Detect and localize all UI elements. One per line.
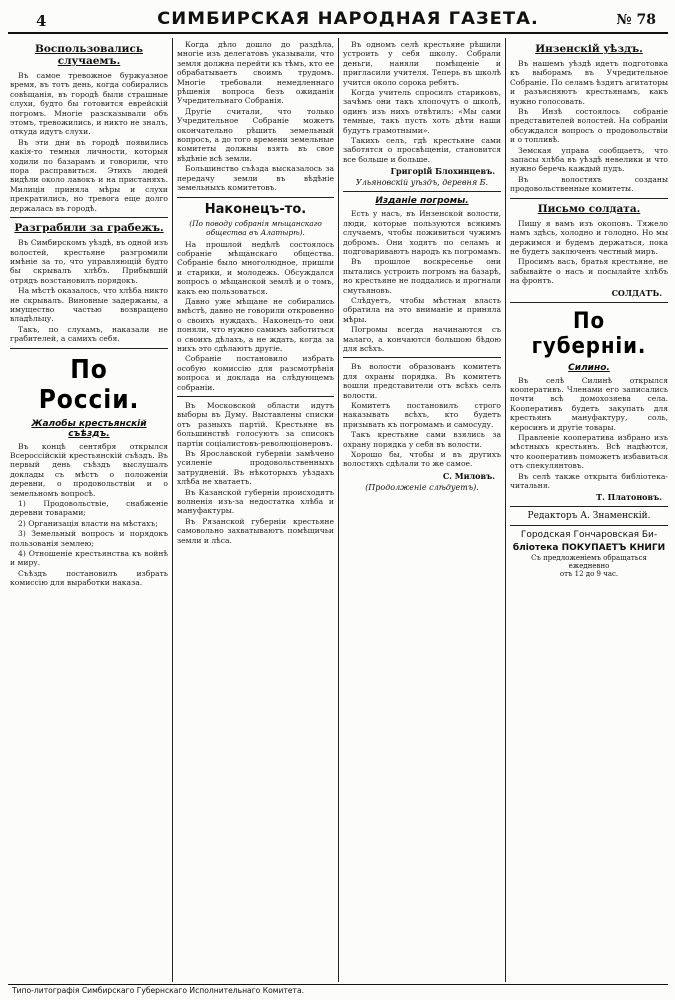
- printer-footer: [8, 984, 668, 996]
- article-title: Наконецъ-то.: [204, 201, 307, 217]
- paragraph: Просимъ васъ, братья крестьяне, не забывайте о насъ и посылайте хлѣбъ на фронтъ.: [510, 257, 668, 286]
- continuation-note: (Продолженіе слѣдуетъ).: [365, 482, 479, 492]
- paragraph: Въ нашемъ уѣздѣ идетъ подготовка къ выборамъ въ Учредительное Собраніе. По селамъ ѣздятъ агитаторы и разъясняютъ крестьянамъ, какъ нужно голосовать.: [510, 59, 668, 106]
- paragraph: Въ Московской области идутъ выборы въ Думу. Выставлены списки отъ разныхъ партій. Крестьяне въ большинствѣ голосуютъ за списокъ партіи соціалистовъ-революціонеровъ.: [177, 401, 334, 448]
- paragraph: Собраніе постановило избрать особую комиссію для разсмотрѣнія вопроса и доклада на слѣдующемъ собраніи.: [177, 354, 334, 392]
- printer-imprint: Типо-литографія Симбирскаго Губернскаго Исполнительнаго Комитета.: [12, 986, 305, 995]
- column-2: [177, 40, 334, 980]
- paragraph: На мѣстѣ оказалось, что хлѣба никто не скрывалъ. Виновные задержаны, а имущество частью возвращено владѣльцу.: [10, 286, 168, 324]
- author-signature: Григорій Блохинцевъ.: [390, 166, 495, 177]
- paragraph: Въ Ярославской губерніи замѣчено усиленіе продовольственныхъ затрудненій. Въ нѣкоторыхъ уѣздахъ хлѣба не хватаетъ.: [177, 449, 334, 487]
- article-body: [510, 219, 668, 286]
- library-ad-line: отъ 12 до 9 час.: [559, 570, 619, 579]
- paragraph: 4) Отношеніе крестьянства къ войнѣ и миру.: [10, 549, 168, 568]
- divider: [10, 217, 168, 218]
- divider: [510, 506, 668, 507]
- paragraph: Въ прошлое воскресенье они пытались устроить погромъ на базарѣ, но крестьяне не поддались и прогнали смутьяновъ.: [343, 257, 501, 295]
- paragraph: Хорошо бы, чтобы и въ другихъ волостяхъ сдѣлали то же самое.: [343, 450, 501, 469]
- column-divider: [505, 38, 506, 982]
- paragraph: Есть у насъ, въ Инзенской волости, люди, которые пользуются всякимъ случаемъ, чтобы поживиться чужимъ добромъ. Они ходятъ по селамъ и подговариваютъ народъ къ погромамъ.: [343, 209, 501, 256]
- article-title: Изданіе погромы.: [375, 196, 469, 207]
- paragraph: Въ селѣ Силинѣ открылся кооперативъ. Членами его записались почти всѣ домохозяева села. Кооперативъ будетъ закупать для крестьянъ мануфактуру, соль, керосинъ и другіе товары.: [510, 375, 668, 432]
- article-title: Инзенскій уѣздъ.: [535, 43, 643, 55]
- paragraph: Такъ крестьяне сами взялись за охрану порядка у себя въ волости.: [343, 430, 501, 449]
- paragraph: Погромы всегда начинаются съ малаго, а кончаются большою бѣдою для всѣхъ.: [343, 325, 501, 353]
- paragraph: Другіе считали, что только Учредительное Собраніе можетъ окончательно рѣшить земельный вопросъ, а до того времени земельные комитеты должны взять въ свое вѣдѣніе всѣ земли.: [177, 106, 334, 163]
- paragraph: Въ одномъ селѣ крестьяне рѣшили устроить у себя школу. Собрали деньги, наняли помѣщеніе и пригласили учителя. Теперь въ школѣ учится около сорока ребятъ.: [343, 40, 501, 87]
- column-divider: [338, 38, 339, 982]
- article-body: [177, 240, 334, 393]
- paragraph: 1) Продовольствіе, снабженіе деревни товарами;: [10, 499, 168, 518]
- editor-line: Редакторъ А. Знаменскій.: [527, 511, 651, 522]
- paragraph: Въ Инзѣ состоялось собраніе представителей волостей. На собраніи обсуждался вопросъ о продовольствіи и о топливѣ.: [510, 107, 668, 145]
- library-ad-line: бліотека ПОКУПАЕТЪ КНИГИ: [512, 543, 666, 554]
- paragraph: Земская управа сообщаетъ, что запасы хлѣба въ уѣздѣ невелики и что нужно беречь каждый пудъ.: [510, 145, 668, 174]
- paragraph: Такихъ селъ, гдѣ крестьяне сами заботятся о просвѣщеніи, становится все больше и больше.: [343, 136, 501, 164]
- paragraph: Въ селѣ также открыта библіотека-читальня.: [510, 471, 668, 490]
- library-ad-line: Городская Гончаровская Би-: [520, 530, 658, 541]
- author-signature: Т. Платоновъ.: [596, 492, 662, 503]
- paragraph: 3) Земельный вопросъ и порядокъ пользованія землею;: [10, 529, 168, 548]
- paragraph: Давно уже мѣщане не собирались вмѣстѣ, давно не говорили откровенно о своихъ нуждахъ. Наконецъ-то они поняли, что нужно самимъ заботиться о своихъ дѣлахъ, а не ждать, когда за нихъ это сдѣлаютъ другіе.: [177, 296, 334, 353]
- article-body: [10, 238, 168, 343]
- column-1: [10, 40, 168, 980]
- page-number: 4: [36, 12, 47, 30]
- article-body: [177, 40, 334, 193]
- article-body: [343, 209, 501, 353]
- paragraph: Въ Симбирскомъ уѣздѣ, въ одной изъ волостей, крестьяне разгромили имѣніе за то, что управляющій будто бы скрывалъ хлѣбъ. Прибывшій отрядъ возстановилъ порядокъ.: [10, 238, 168, 285]
- article-body: [343, 40, 501, 164]
- paragraph: Въ волостяхъ созданы продовольственные комитеты.: [510, 174, 668, 194]
- paragraph: Правленіе кооператива избрано изъ мѣстныхъ крестьянъ. Всѣ надѣются, что кооперативъ поможетъ избавиться отъ спекулянтовъ.: [510, 432, 668, 471]
- paragraph: Слѣдуетъ, чтобы мѣстная власть обратила на это вниманіе и приняла мѣры.: [343, 295, 501, 324]
- section-heading: По губерніи.: [531, 308, 647, 359]
- paragraph: Когда учитель спросилъ стариковъ, зачѣмъ они такъ хлопочутъ о школѣ, одинъ изъ нихъ отвѣтилъ: «Мы сами темные, такъ пусть хоть дѣти наши будутъ грамотными».: [343, 88, 501, 135]
- article-body: [10, 71, 168, 213]
- paragraph: 2) Организація власти на мѣстахъ;: [18, 518, 158, 528]
- divider: [510, 525, 668, 526]
- paragraph: Съѣздъ постановилъ избрать комиссію для выработки наказа.: [10, 568, 168, 588]
- paragraph: Въ самое тревожное буржуазное время, въ тотъ день, когда собирались совѣщанія, въ городѣ были страшные слухи, будто бы готовится еврейскій погромъ. Многіе разсказывали объ этомъ, тревожились, и никто не зналъ, откуда идутъ слухи.: [10, 71, 168, 137]
- article-subtitle: Жалобы крестьянскій съѣздъ.: [31, 418, 147, 439]
- paragraph: Въ волости образованъ комитетъ для охраны порядка. Въ комитетъ вошли представители отъ всѣхъ селъ волости.: [343, 362, 501, 400]
- author-signature: С. Миловъ.: [442, 470, 495, 481]
- article-body: [177, 401, 334, 545]
- article-body: [343, 362, 501, 468]
- divider: [177, 197, 334, 198]
- masthead: [8, 6, 668, 34]
- article-subtitle: (По поводу собранія мѣщанскаго общества въ Алатырѣ).: [189, 218, 322, 237]
- paragraph: Въ эти дни въ городѣ появились какія-то темныя личности, которыя ходили по базарамъ и говорили, что пора расправиться. Этихъ людей видѣли около лавокъ и на пристаняхъ. Милиція приняла мѣры и слухи прекратились, но тревога еще долго держалась въ городѣ.: [10, 137, 168, 213]
- column-4: [510, 40, 668, 980]
- article-title: Воспользовались случаемъ.: [34, 43, 143, 67]
- article-body: [510, 376, 668, 491]
- divider: [177, 396, 334, 397]
- paragraph: На прошлой недѣлѣ состоялось собраніе мѣщанскаго общества. Собраніе было многолюдное, пришли и старики, и молодежь. Обсуждался вопросъ о мѣщанской землѣ и о томъ, какъ ею пользоваться.: [177, 239, 334, 296]
- paragraph: Большинство съѣзда высказалось за передачу земли въ вѣдѣніе земельныхъ комитетовъ.: [177, 164, 334, 193]
- section-heading: По Россіи.: [38, 354, 140, 415]
- author-signature: СОЛДАТЪ.: [611, 287, 662, 298]
- article-body: [10, 442, 168, 588]
- paragraph: Когда дѣло дошло до раздѣла, многіе изъ делегатовъ указывали, что земля должна перейти къ тѣмъ, кто ее обрабатываетъ своимъ трудомъ. Многіе требовали немедленнаго рѣшенія вопроса безъ ожиданія Учредительнаго Собранія.: [177, 40, 334, 106]
- paragraph: Комитетъ постановилъ строго наказывать всѣхъ, кто будетъ призывать къ погромамъ и самосуду.: [343, 401, 501, 429]
- paragraph: Въ Рязанской губерніи крестьяне самовольно захватываютъ помѣщичьи земли и лѣса.: [177, 516, 334, 545]
- paragraph: Пишу я вамъ изъ окоповъ. Тяжело намъ здѣсь, холодно и голодно. Но мы держимся и будемъ держаться, пока не будетъ заключенъ честный миръ.: [510, 218, 668, 256]
- paragraph: Такъ, по слухамъ, наказали не грабителей, а самихъ себя.: [10, 324, 168, 344]
- paragraph: Въ концѣ сентября открылся Всероссійскій крестьянскій съѣздъ. Въ первый день съѣздъ выслушалъ доклады съ мѣстъ о положеніи деревни, о продовольствіи и о земельномъ вопросѣ.: [10, 441, 168, 498]
- article-title: Разграбили за грабежъ.: [14, 222, 164, 235]
- divider: [10, 348, 168, 349]
- column-divider: [172, 38, 173, 982]
- paragraph: Въ Казанской губерніи происходятъ волненія изъ-за недостатка хлѣба и мануфактуры.: [177, 487, 334, 516]
- article-subtitle: Силино.: [568, 362, 610, 373]
- column-3: [343, 40, 501, 980]
- library-ad-line: Съ предложеніемъ обращаться ежедневно: [531, 554, 647, 571]
- newspaper-title: СИМБИРСКАЯ НАРОДНАЯ ГАЗЕТА.: [157, 9, 539, 29]
- article-title: Письмо солдата.: [537, 202, 641, 215]
- divider: [343, 191, 501, 192]
- divider: [343, 357, 501, 358]
- divider: [510, 198, 668, 199]
- issue-number: № 78: [616, 12, 656, 28]
- article-body: [510, 59, 668, 194]
- author-note: Ульяновскій уѣздъ, деревня Б.: [355, 178, 489, 188]
- divider: [510, 302, 668, 303]
